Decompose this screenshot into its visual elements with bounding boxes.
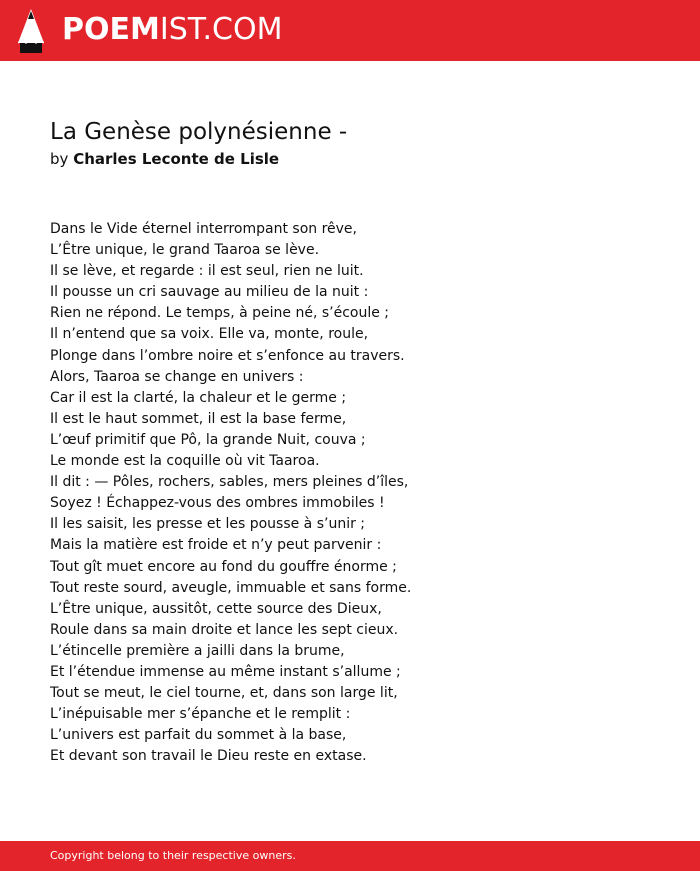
- poem-line: Le monde est la coquille où vit Taaroa.: [50, 453, 320, 470]
- poem-line: Rien ne répond. Le temps, à peine né, s’écoule ;: [50, 305, 390, 322]
- poem-line: L’Être unique, aussitôt, cette source des Dieux,: [50, 600, 382, 617]
- poem-line: Dans le Vide éternel interrompant son rêve,: [50, 221, 357, 237]
- pencil-tip-icon[interactable]: [18, 9, 44, 53]
- poem-byline: [50, 148, 279, 170]
- site-logo[interactable]: [62, 11, 282, 49]
- poem-line: Il se lève, et regarde : il est seul, rien ne luit.: [50, 263, 364, 280]
- byline-prefix: by: [50, 150, 69, 168]
- poem-line: Tout gît muet encore au fond du gouffre énorme ;: [50, 558, 397, 575]
- poem-line: Mais la matière est froide et n’y peut parvenir :: [50, 537, 382, 554]
- poem-body: [50, 219, 650, 767]
- site-header: [0, 0, 700, 61]
- site-footer: [0, 841, 700, 871]
- poem-line: Et l’étendue immense au même instant s’allume ;: [50, 663, 401, 680]
- poem-line: Tout se meut, le ciel tourne, et, dans son large lit,: [50, 685, 398, 702]
- poem-line: Et devant son travail le Dieu reste en extase.: [50, 748, 367, 765]
- poem-line: Tout reste sourd, aveugle, immuable et sans forme.: [50, 579, 412, 596]
- poem-line: L’Être unique, le grand Taaroa se lève.: [50, 242, 320, 259]
- poem-title: La Genèse polynésienne -: [50, 119, 348, 145]
- poem-line: Soyez ! Échappez-vous des ombres immobiles !: [50, 495, 385, 512]
- poem-line: Il les saisit, les presse et les pousse à s’unir ;: [50, 516, 366, 533]
- copyright-notice: Copyright belong to their respective owners.: [50, 849, 296, 862]
- logo-brand-bold: POEM: [62, 12, 160, 47]
- poem-line: Il dit : — Pôles, rochers, sables, mers pleines d’îles,: [50, 474, 409, 491]
- poem-line: Il n’entend que sa voix. Elle va, monte, roule,: [50, 326, 369, 343]
- poem-line: Il est le haut sommet, il est la base ferme,: [50, 410, 347, 427]
- poem-line: Car il est la clarté, la chaleur et le germe ;: [50, 389, 347, 406]
- logo-brand-light: IST.COM: [159, 12, 283, 47]
- poem-line: Roule dans sa main droite et lance les sept cieux.: [50, 621, 399, 638]
- poem-line: L’inépuisable mer s’épanche et le remplit :: [50, 706, 351, 723]
- poem-line: Alors, Taaroa se change en univers :: [50, 368, 304, 385]
- poem-line: L’étincelle première a jailli dans la brume,: [50, 642, 345, 659]
- poem-author: Charles Leconte de Lisle: [73, 150, 280, 168]
- poem-line: L’œuf primitif que Pô, la grande Nuit, couva ;: [50, 431, 366, 448]
- poem-line: Il pousse un cri sauvage au milieu de la nuit :: [50, 284, 369, 301]
- poem-line: Plonge dans l’ombre noire et s’enfonce au travers.: [50, 347, 405, 364]
- poem-line: L’univers est parfait du sommet à la base,: [50, 727, 347, 744]
